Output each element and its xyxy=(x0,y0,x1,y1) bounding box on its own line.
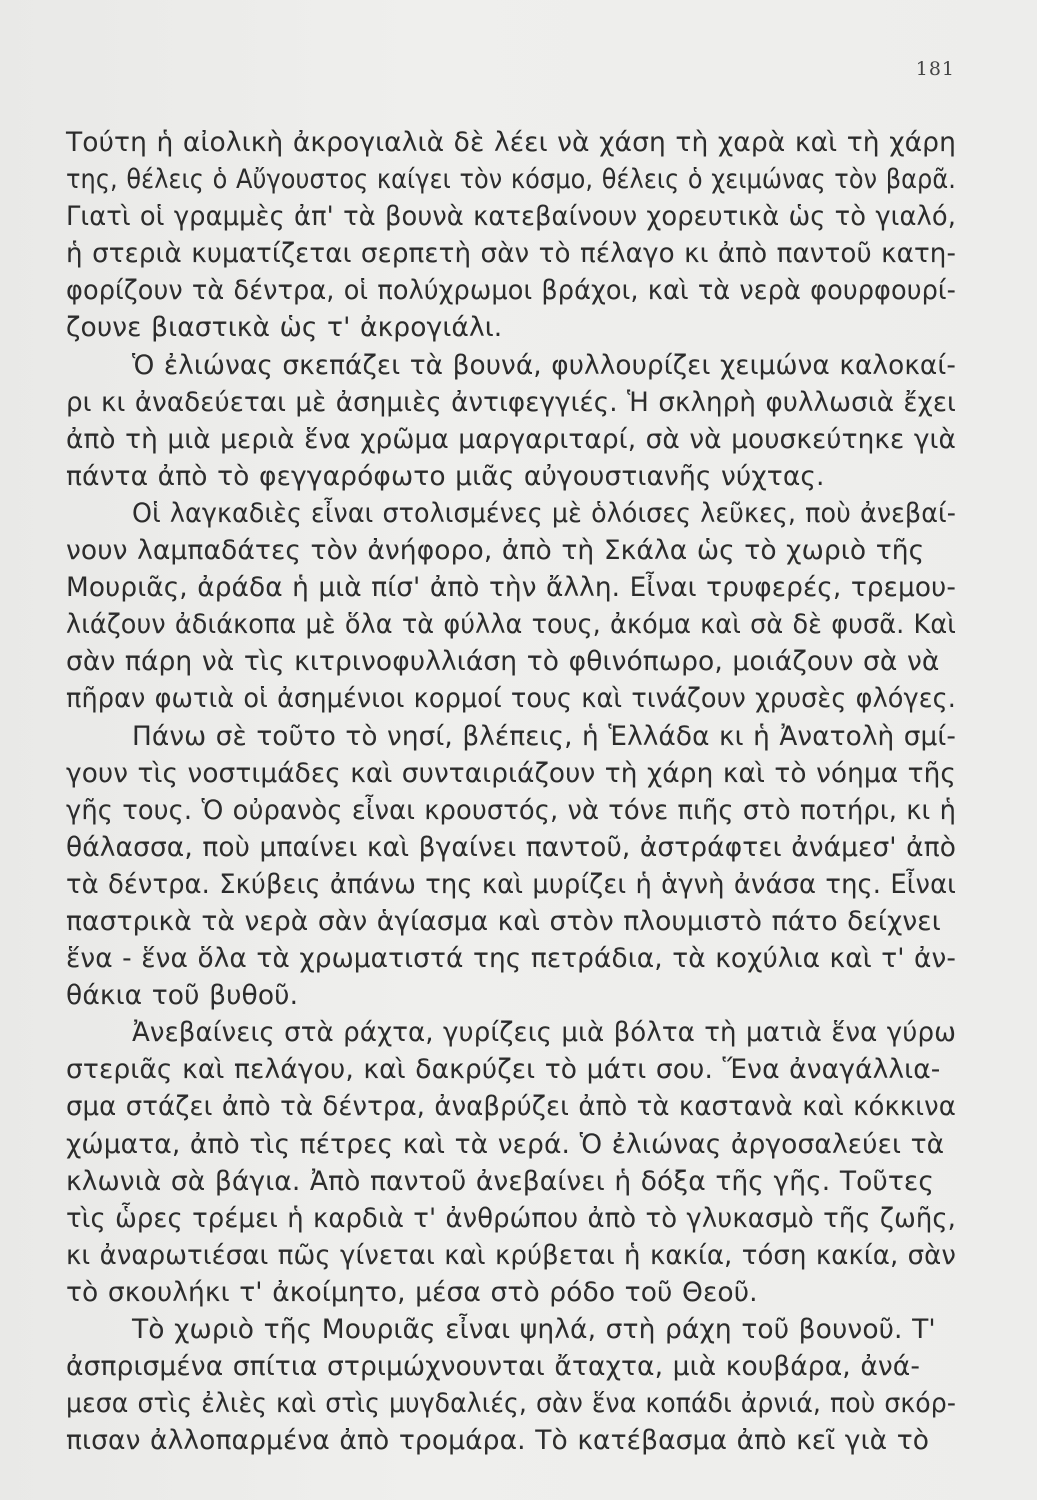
text-line: Ἀνεβαίνεις στὰ ράχτα, γυρίζεις μιὰ βόλτα τὴ ματιὰ ἕνα γύρω xyxy=(132,1017,956,1049)
page-number: 181 xyxy=(915,58,955,80)
text-line: ἡ στεριὰ κυματίζεται σερπετὴ σὰν τὸ πέλαγο κι ἀπὸ παντοῦ κατη- xyxy=(66,238,956,270)
text-line: παστρικὰ τὰ νερὰ σὰν ἁγίασμα καὶ στὸν πλουμιστὸ πάτο δείχνει xyxy=(66,905,941,937)
text-line: φορίζουν τὰ δέντρα, οἱ πολύχρωμοι βράχοι, καὶ τὰ νερὰ φουρφουρί- xyxy=(66,275,956,307)
text-line: Τούτη ἡ αἰολικὴ ἀκρογιαλιὰ δὲ λέει νὰ χάση τὴ χαρὰ καὶ τὴ χάρη xyxy=(66,127,956,158)
text-line: τὰ δέντρα. Σκύβεις ἀπάνω της καὶ μυρίζει ἡ ἁγνὴ ἀνάσα της. Εἶναι xyxy=(66,868,956,900)
text-line: γῆς τους. Ὁ οὐρανὸς εἶναι κρουστός, νὰ τόνε πιῆς στὸ ποτήρι, κι ἡ xyxy=(66,794,956,826)
text-line: πάντα ἀπὸ τὸ φεγγαρόφωτο μιᾶς αὐγουστιανῆς νύχτας. xyxy=(66,460,825,492)
text-line: Πάνω σὲ τοῦτο τὸ νησί, βλέπεις, ἡ Ἑλλάδα κι ἡ Ἀνατολὴ σμί- xyxy=(132,720,956,752)
text-line: τὸ σκουλήκι τ' ἀκοίμητο, μέσα στὸ ρόδο τοῦ Θεοῦ. xyxy=(66,1276,758,1308)
text-line: τὶς ὧρες τρέμει ἡ καρδιὰ τ' ἀνθρώπου ἀπὸ τὸ γλυκασμὸ τῆς ζωῆς, xyxy=(66,1202,956,1234)
text-line: Ὁ ἐλιώνας σκεπάζει τὰ βουνά, φυλλουρίζει χειμώνα καλοκαί- xyxy=(132,349,956,381)
body-text xyxy=(66,124,956,1459)
text-line: ζουνε βιαστικὰ ὡς τ' ἀκρογιάλι. xyxy=(66,312,503,344)
text-line: θάλασσα, ποὺ μπαίνει καὶ βγαίνει παντοῦ, ἀστράφτει ἀνάμεσ' ἀπὸ xyxy=(66,831,956,863)
text-line: σμα στάζει ἀπὸ τὰ δέντρα, ἀναβρύζει ἀπὸ τὰ καστανὰ καὶ κόκκινα xyxy=(66,1091,956,1123)
text-line: Τὸ χωριὸ τῆς Μουριᾶς εἶναι ψηλά, στὴ ράχη τοῦ βουνοῦ. Τ' xyxy=(132,1314,936,1345)
text-line: κι ἀναρωτιέσαι πῶς γίνεται καὶ κρύβεται ἡ κακία, τόση κακία, σὰν xyxy=(66,1239,956,1271)
text-line: λιάζουν ἀδιάκοπα μὲ ὅλα τὰ φύλλα τους, ἀκόμα καὶ σὰ δὲ φυσᾶ. Καὶ xyxy=(66,609,956,641)
text-line: ἀσπρισμένα σπίτια στριμώχνουνται ἄταχτα, μιὰ κουβάρα, ἀνά- xyxy=(66,1351,921,1383)
text-line: νουν λαμπαδάτες τὸν ἀνήφορο, ἀπὸ τὴ Σκάλα ὡς τὸ χωριὸ τῆς xyxy=(66,535,925,567)
text-line: μεσα στὶς ἐλιὲς καὶ στὶς μυγδαλιές, σὰν ἕνα κοπάδι ἀρνιά, ποὺ σκόρ- xyxy=(66,1388,956,1420)
text-line: πισαν ἀλλοπαρμένα ἀπὸ τρομάρα. Τὸ κατέβασμα ἀπὸ κεῖ γιὰ τὸ xyxy=(66,1425,930,1457)
text-line: ἕνα - ἕνα ὅλα τὰ χρωματιστά της πετράδια, τὰ κοχύλια καὶ τ' ἀν- xyxy=(66,943,956,975)
text-line: Μουριᾶς, ἀράδα ἡ μιὰ πίσ' ἀπὸ τὴν ἄλλη. Εἶναι τρυφερές, τρεμου- xyxy=(66,572,956,604)
text-line: χώματα, ἀπὸ τὶς πέτρες καὶ τὰ νερά. Ὁ ἐλιώνας ἀργοσαλεύει τὰ xyxy=(66,1128,945,1160)
text-line: Οἱ λαγκαδιὲς εἶναι στολισμένες μὲ ὁλόισες λεῦκες, ποὺ ἀνεβαί- xyxy=(132,497,956,529)
text-line: ρι κι ἀναδεύεται μὲ ἀσημιὲς ἀντιφεγγιές. Ἡ σκληρὴ φυλλωσιὰ ἔχει xyxy=(66,386,956,418)
text-line: Γιατὶ οἱ γραμμὲς ἀπ' τὰ βουνὰ κατεβαίνουν χορευτικὰ ὡς τὸ γιαλό, xyxy=(66,201,956,233)
text-line: πῆραν φωτιὰ οἱ ἀσημένιοι κορμοί τους καὶ τινάζουν χρυσὲς φλόγες. xyxy=(66,683,956,715)
text-line: ἀπὸ τὴ μιὰ μεριὰ ἕνα χρῶμα μαργαριταρί, σὰ νὰ μουσκεύτηκε γιὰ xyxy=(66,423,956,455)
text-line: θάκια τοῦ βυθοῦ. xyxy=(66,980,299,1012)
text-line: κλωνιὰ σὰ βάγια. Ἀπὸ παντοῦ ἀνεβαίνει ἡ δόξα τῆς γῆς. Τοῦτες xyxy=(66,1165,934,1197)
text-line: της, θέλεις ὁ Αὔγουστος καίγει τὸν κόσμο, θέλεις ὁ χειμώνας τὸν βαρᾶ. xyxy=(66,164,956,196)
text-line: σὰν πάρη νὰ τὶς κιτρινοφυλλιάση τὸ φθινόπωρο, μοιάζουν σὰ νὰ xyxy=(66,646,940,678)
text-line: γουν τὶς νοστιμάδες καὶ συνταιριάζουν τὴ χάρη καὶ τὸ νόημα τῆς xyxy=(66,757,956,789)
text-line: στεριᾶς καὶ πελάγου, καὶ δακρύζει τὸ μάτι σου. Ἕνα ἀναγάλλια- xyxy=(66,1054,941,1086)
